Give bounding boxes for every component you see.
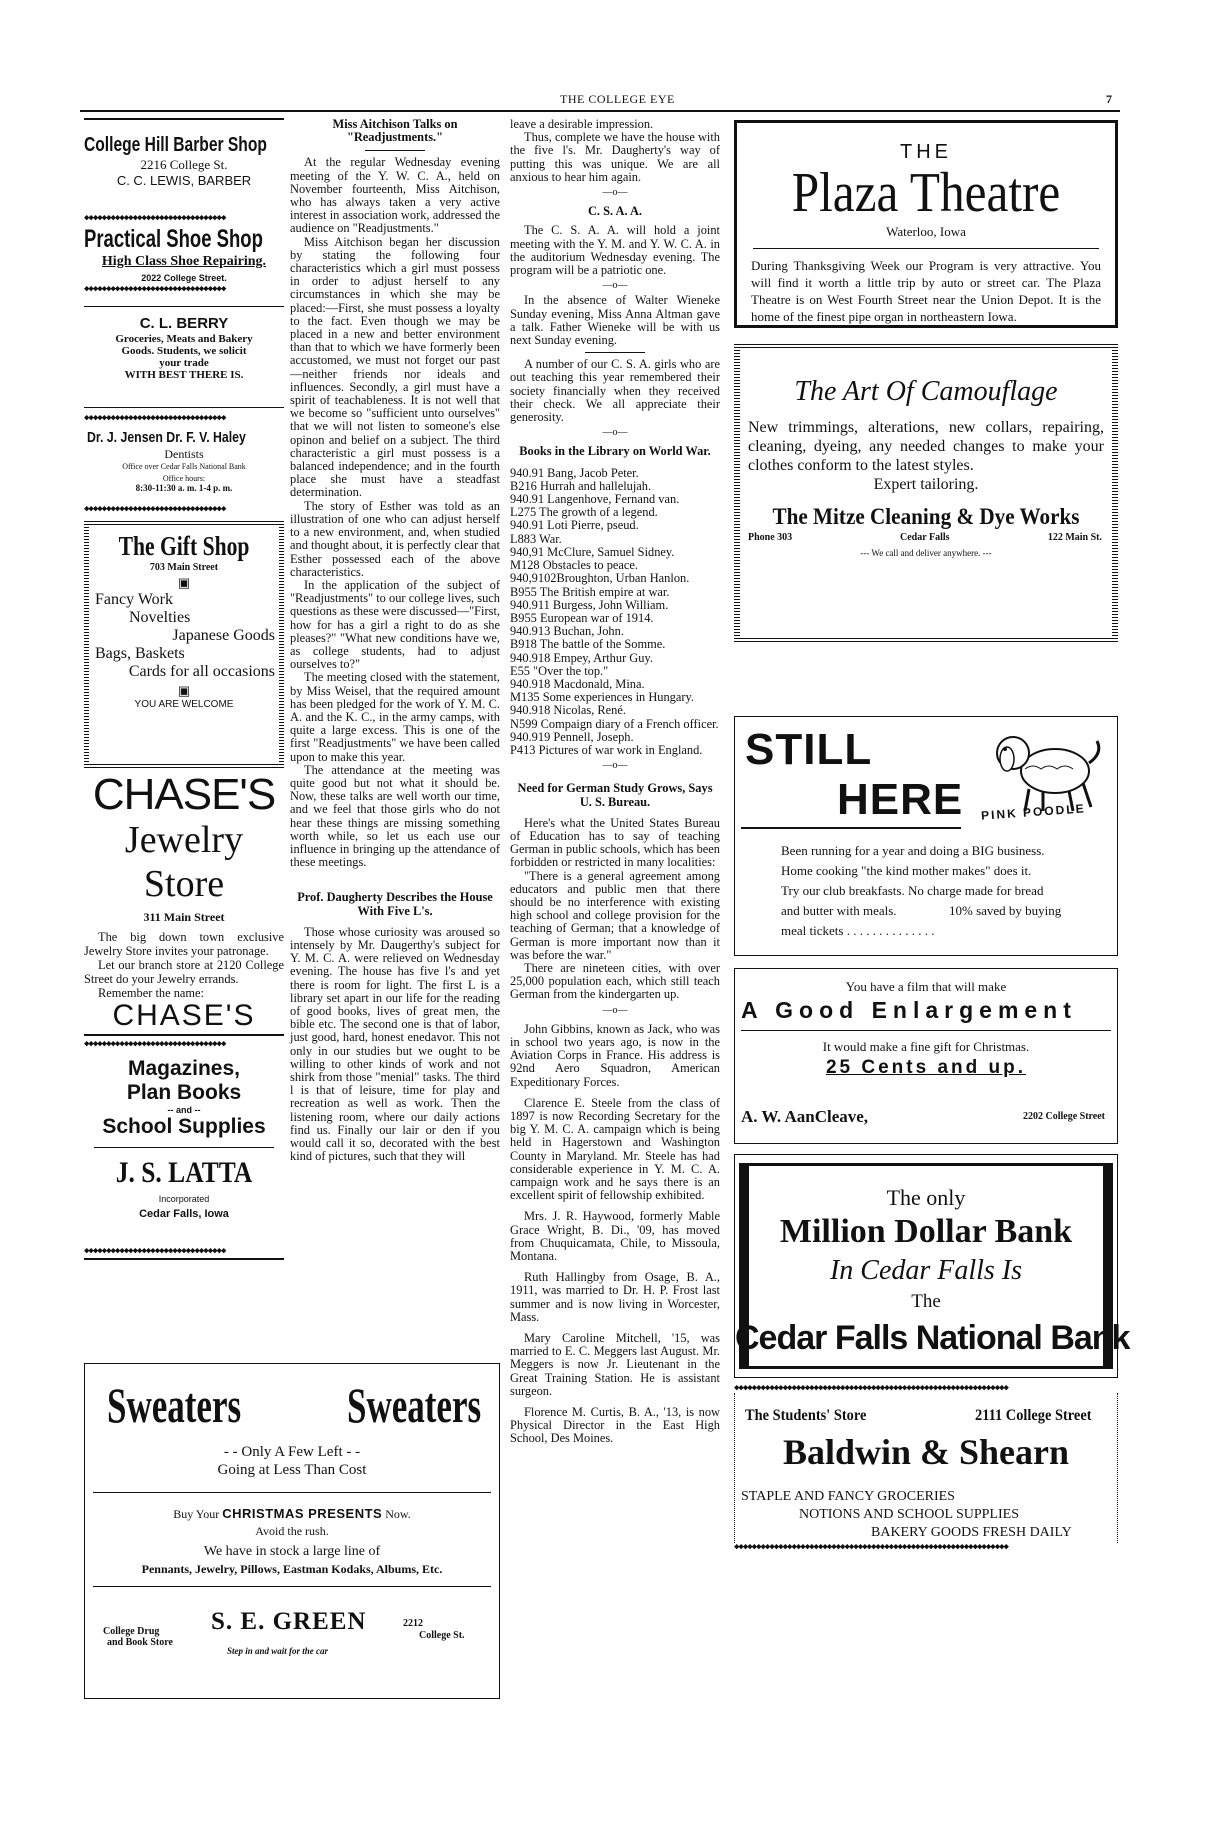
book-entry: E55 "Over the top." (510, 663, 609, 678)
bank-line-5: Cedar Falls National Bank (735, 1319, 1130, 1357)
avoid-rush: Avoid the rush. (255, 1524, 329, 1538)
paragraph: Clarence E. Steele from the class of 1897 is now Recording Secretary for the big Y. M. C. A. campaign which is being held in Hagerstown and Washington County in Maryland. Mr. Steele has had considerable experience in Y. M. C. A. campaign work and he says there is an excellent spirit of fellowship exhibited. (510, 1095, 720, 1203)
drug-store-1: College Drug (103, 1626, 160, 1637)
stock-line: We have in stock a large line of (203, 1544, 381, 1559)
paragraph: At the regular Wednesday evening meeting of the Y. W. C. A., held on November fourteenth, Miss Aitchison, who has always taken a very active interest in association work, addressed the audience on "Readjustments." (290, 155, 500, 236)
book-entry: 940.91 Loti Pierre, pseud. (510, 518, 639, 533)
still-line-1: Been running for a year and doing a BIG business. (781, 843, 1045, 858)
baldwin-line-2: NOTIONS AND SCHOOL SUPPLIES (799, 1507, 1020, 1522)
enlarge-line-1: You have a film that will make (845, 979, 1007, 994)
book-entry: 940.911 Burgess, John William. (510, 597, 669, 612)
poodle-logo-text: PINK POODLE (980, 801, 1087, 823)
gift-item-5: Cards for all occasions (128, 663, 275, 680)
book-entry: 940.91 Langenhove, Fernand van. (510, 492, 680, 507)
paragraph: Those whose curiosity was aroused so intensely by Mr. Daugerthy's subject for Y. M. C. A. were relieved on Wednesday evening. The house has five l's and yet there is room for light. The first L is a library set apart in our life for the reading of good books, lives of great men, the bible etc. The second one is that of labor, just good, hard, honest enedavor. This not only in our studies but we ought to be willing to other kinds of work and not shirk from those "menial" tasks. The third l is that of leisure, time for play and recreation as well as work. Then the listening room, where our daily actions find us. Finally our lair or den if you would call it so, decorated with the best kind of pictures, such that they will (290, 924, 500, 1164)
paragraph: The attendance at the meeting was quite good but not what it should be. Now, these talks are well worth our time, and we feel that those girls who do not hear these things are missing something worth while, so let us each use our influence in bringing up the attendance of these meetings. (290, 762, 500, 870)
shoe-name: Practical Shoe Shop (84, 225, 263, 253)
baldwin-line-3: BAKERY GOODS FRESH DAILY (871, 1525, 1072, 1540)
plaza-the: THE (900, 141, 952, 163)
plaza-city: Waterloo, Iowa (886, 224, 966, 239)
gift-item-2: Novelties (129, 609, 191, 626)
book-entry: M135 Some experiences in Hungary. (510, 690, 694, 705)
book-entry: L883 War. (510, 531, 562, 546)
still-line-3: Try our club breakfasts. No charge made for bread (781, 883, 1044, 898)
still-line-2: Home cooking "the kind mother makes" does it. (781, 863, 1032, 878)
barber-name: College Hill Barber Shop (84, 134, 267, 156)
gift-shop-address: 703 Main Street (149, 562, 219, 573)
gift-icon: ▣ (177, 683, 191, 698)
sweaters-word-1: Sweaters (107, 1377, 242, 1433)
mitze-address: 122 Main St. (1047, 532, 1102, 543)
paragraph: Mary Caroline Mitchell, '15, was married to E. C. Meggers last August. Mr. Meggers is now Jr. Lieutenant in the Great Training Station. He is assistant surgeon. (510, 1331, 720, 1398)
bank-line-3: In Cedar Falls Is (829, 1255, 1023, 1286)
book-entry: 940,91 McClure, Samuel Sidney. (510, 544, 675, 559)
mitze-note: --- We call and deliver anywhere. --- (860, 548, 992, 558)
still-line-5: meal tickets . . . . . . . . . . . . . . (781, 923, 935, 938)
dentists-hours: 8:30-11:30 a. m. 1-4 p. m. (135, 483, 233, 493)
dot-border: ◆◆◆◆◆◆◆◆◆◆◆◆◆◆◆◆◆◆◆◆◆◆◆◆◆◆◆◆◆◆◆◆ (84, 1040, 226, 1049)
left-ads-column (84, 118, 284, 1260)
now-text: Now. (385, 1507, 411, 1521)
paragraph: Ruth Hallingby from Osage, B. A., 1911, was married to Dr. H. P. Frost last summer and is now living in Worcester, Mass. (510, 1270, 720, 1324)
paragraph: A number of our C. S. A. girls who are out teaching this year remembered their society financially when they received their check. We all appreciate their generosity. (510, 357, 720, 425)
enlarge-price: 25 Cents and up. (825, 1057, 1027, 1078)
mitze-city: Cedar Falls (900, 532, 950, 543)
chase-paragraph-3: Remember the name: (98, 986, 204, 1000)
enlarge-headline: A Good Enlargement (741, 997, 1077, 1023)
still-word: STILL (745, 725, 873, 774)
latta-line-3: -- and -- (167, 1105, 201, 1115)
shoe-address: 2022 College Street. (141, 273, 227, 283)
gift-item-1: Fancy Work (95, 591, 173, 608)
book-entry: 940.918 Empey, Arthur Guy. (510, 650, 653, 665)
gift-item-4: Bags, Baskets (95, 645, 185, 662)
paragraph: Mrs. J. R. Haywood, formerly Mable Grace Wright, B. Di., '09, has moved from Chuquicamata, Chile, to Missoula, Montana. (510, 1209, 720, 1264)
camouflage-text: New trimmings, alterations, new collars, repairing, cleaning, dyeing, any needed changes to make your clothes conform to the latest styles. (748, 419, 1104, 474)
bank-line-1: The only (886, 1185, 966, 1210)
dentists-ad (84, 407, 284, 514)
green-addr-st: College St. (419, 1630, 465, 1641)
chase-name: CHASE'S (92, 770, 276, 819)
book-entry: L275 The growth of a legend. (510, 505, 658, 520)
barber-ad (84, 118, 284, 196)
baldwin-line-1: STAPLE AND FANCY GROCERIES (741, 1489, 955, 1504)
dot-border: ◆◆◆◆◆◆◆◆◆◆◆◆◆◆◆◆◆◆◆◆◆◆◆◆◆◆◆◆◆◆◆◆ (84, 1247, 226, 1256)
dot-border: ◆◆◆◆◆◆◆◆◆◆◆◆◆◆◆◆◆◆◆◆◆◆◆◆◆◆◆◆◆◆◆◆◆◆◆◆◆◆◆◆◆◆◆◆◆◆◆◆◆◆◆◆◆◆◆◆◆◆◆◆◆◆ (734, 1384, 1008, 1393)
gift-item-3: Japanese Goods (172, 627, 275, 644)
shoe-ad (84, 223, 284, 285)
book-entry: 940.919 Pennell, Joseph. (510, 729, 634, 744)
book-entry: B955 The British empire at war. (510, 584, 670, 599)
plaza-name: Plaza Theatre (791, 162, 1061, 224)
page-number: 7 (1106, 92, 1112, 106)
book-entry: B918 The battle of the Somme. (510, 637, 666, 652)
paragraph: In the application of the subject of "Readjustments" to our college lives, such questions as these were discussed—"First, how for has a girl a right to do as she pleases?" "What new conditions have we, as college students, had to adjust ourselves to?" (290, 577, 500, 672)
paragraph: "There is a general agreement among educators and public men that there should be no interference with existing high school and college provision for the teaching of German; that a knowledge of German is more important now than it was before the war." (510, 868, 720, 962)
gift-welcome: YOU ARE WELCOME (134, 699, 234, 710)
page-header (80, 92, 1120, 112)
still-here-ad (734, 716, 1118, 956)
berry-line1: Groceries, Meats and Bakery (115, 333, 253, 345)
barber-owner: C. C. LEWIS, BARBER (116, 173, 252, 188)
sweaters-line-2: Going at Less Than Cost (217, 1462, 367, 1478)
latta-line-2: Plan Books (126, 1081, 242, 1104)
bank-line-4: The (911, 1291, 941, 1312)
book-entry: 940.91 Bang, Jacob Peter. (510, 465, 639, 480)
berry-ad (84, 306, 284, 393)
book-entry: 940,9102Broughton, Urban Hanlon. (510, 571, 690, 586)
dot-border: ◆◆◆◆◆◆◆◆◆◆◆◆◆◆◆◆◆◆◆◆◆◆◆◆◆◆◆◆◆◆◆◆ (84, 285, 226, 294)
christmas-presents: CHRISTMAS PRESENTS (222, 1506, 383, 1521)
paragraph: The story of Esther was told as an illustration of one who can adjust herself to a new environment, and, when studied and thought about, it is perfectly clear that Esther possessed each of the above characteristics. (290, 498, 500, 579)
chase-name-2: CHASE'S (112, 999, 256, 1032)
dentists-hours-label: Office hours: (162, 474, 206, 483)
green-name: S. E. GREEN (211, 1608, 367, 1635)
enlarge-address: 2202 College Street (1022, 1111, 1105, 1122)
berry-line4: WITH BEST THERE IS. (124, 369, 244, 381)
headline-daugherty: Prof. Daugherty Describes the House With Five L's. (297, 890, 493, 918)
headline-aitchison: Miss Aitchison Talks on "Readjustments." (332, 117, 458, 145)
latta-ad (84, 1034, 284, 1260)
latta-incorporated: Incorporated (158, 1194, 210, 1204)
dentists-names: Dr. J. Jensen Dr. F. V. Haley (87, 429, 246, 446)
book-entry: 940.913 Buchan, John. (510, 624, 624, 639)
berry-name: C. L. BERRY (139, 315, 229, 332)
buy-text: Buy Your (173, 1507, 220, 1521)
christmas-line (85, 1506, 499, 1522)
baldwin-name: Baldwin & Shearn (782, 1432, 1070, 1472)
chase-subtitle: Jewelry Store (124, 819, 244, 905)
poodle-icon (985, 723, 1109, 815)
book-entry: B955 European war of 1914. (510, 610, 654, 625)
paragraph: Thus, complete we have the house with the five l's. Mr. Daugherty's way of putting this was unique. We are all anxious to hear him again. (510, 130, 720, 184)
paragraph: Florence M. Curtis, B. A., '13, is now Physical Director in the East High School, Des Moines. (510, 1405, 720, 1446)
camouflage-ad (734, 342, 1118, 642)
paragraph: In the absence of Walter Wieneke Sunday evening, Miss Anna Altman gave a talk. Father Wieneke will be with us next Sunday evening. (510, 293, 720, 348)
headline-books: Books in the Library on World War. (519, 444, 711, 459)
enlargement-ad (734, 968, 1118, 1144)
items-line: Pennants, Jewelry, Pillows, Eastman Kodaks, Albums, Etc. (141, 1562, 443, 1576)
chase-paragraph-2: Let our branch store at 2120 College Street do your Jewelry errands. (84, 958, 284, 986)
gift-shop-name: The Gift Shop (118, 531, 250, 561)
dentists-office: Office over Cedar Falls National Bank (122, 462, 246, 471)
dot-border: ◆◆◆◆◆◆◆◆◆◆◆◆◆◆◆◆◆◆◆◆◆◆◆◆◆◆◆◆◆◆◆◆ (84, 505, 226, 514)
here-word: HERE (837, 775, 964, 824)
gift-shop-ad (84, 520, 284, 768)
paragraph: Miss Aitchison began her discussion by stating the following four characteristics which a girl must possess in order to adjust herself to any circumstances in which she may be placed:—First, she must possess a loyalty to the fact. Even though we may be placed in a new and better environment than that to which we have formerly been accustomed, we must not forget our past—neither friends nor ideals and influences. Secondly, a girl must have a spirit of teachableness. It is not well that we become so "sufficient unto ourselves" that we will not listen to someone's else opinon and belief on a subject. The third characteristic a girl must possess is a balanced independence; and in the fourth place she must have a steadfast determination. (290, 234, 500, 500)
green-addr-num: 2212 (403, 1618, 423, 1629)
article-column-3: leave a desirable impression. Thus, complete we have the house with the five l's. Mr. Daugherty's way of putting this was unique. We are all anxious to hear him again. —o— C. S. A. A. The C. S. A. A. will hold a joint meeting with the Y. M. and Y. W. C. A. in the auditorium Wednesday evening. The program will be a patriotic one. —o— In the absence of Walter Wieneke Sunday evening, Miss Anna Altman gave a talk. Father Wieneke will be with us next Sunday evening. A number of our C. S. A. girls who are out teaching this year remembered their society financially when they received their check. We all appreciate their generosity. —o— Books in the Library on World War. 940.91 Bang, Jacob Peter. B216 Hurrah and hallelujah. 940.91 Langenhove, Fernand van. L275 The growth of a legend. 940.91 Loti Pierre, pseud. L883 War. 940,91 McClure, Samuel Sidney. M128 Obstacles to peace. 940,9102Broughton, Urban Hanlon. B955 The British empire at war. 940.911 Burgess, John William. B955 European war of 1914. 940.913 Buchan, John. B918 The battle of the Somme. 940.918 Empey, Arthur Guy. E55 "Over the top." 940.918 Macdonald, Mina. M135 Some experiences in Hungary. 940.918 Nicolas, René. N599 Compaign diary of a French officer. 940.919 Pennell, Joseph. P413 Pictures of war work in England. —o— Need for German Study Grows, Says U. S. Bureau. Here's what the United States Bureau of Education has to say of teaching German in public schools, which has been forbidden or restricted in many localities: "There is a general agreement among educators and public men that there should be no interference with existing high school and college provision for the teaching of German; that a knowledge of German is more important now than it was before the war." There are nineteen cities, with over 25,000 population each, which still teach German from the kindergarten up. —o— John Gibbins, known as Jack, who was in school two years ago, is now in the Aviation Corps in France. His address is 92nd Aero Squadron, American Expeditionary Forces. Clarence E. Steele from the class of 1897 is now Recording Secretary for the big Y. M. C. A. campaign which is being held in Hagerstown and Washington County in Maryland. Mr. Steele has had considerable experience in Y. M. C. A. campaign work and he says there is an excellent spirit of fellowship exhibited. Mrs. J. R. Haywood, formerly Mable Grace Wright, B. Di., '09, has moved from Chuquicamata, Chile, to Missoula, Montana. Ruth Hallingby from Osage, B. A., 1911, was married to Dr. H. P. Frost last summer and is now living in Worcester, Mass. Mary Caroline Mitchell, '15, was married to E. C. Meggers last August. Mr. Meggers is now Jr. Lieutenant in the Great Training Station. He is assistant surgeon. Florence M. Curtis, B. A., '13, is now Physical Director in the East High School, Des Moines. (510, 117, 720, 1446)
plaza-text: During Thanksgiving Week our Program is very attractive. You will find it worth a little trip by auto or street car. The Plaza Theatre is on West Fourth Street near the Union Depot. It is the home of the finest pipe organ in northeastern Iowa. (751, 258, 1101, 324)
paragraph: The C. S. A. A. will hold a joint meeting with the Y. M. and Y. W. C. A. in the auditorium Wednesday evening. The program will be a patriotic one. (510, 223, 720, 278)
latta-city: Cedar Falls, Iowa (139, 1208, 229, 1220)
sweaters-line-1: - - Only A Few Left - - (223, 1444, 361, 1460)
plaza-theatre-ad (734, 120, 1118, 328)
book-entry: N599 Compaign diary of a French officer. (510, 716, 719, 731)
baldwin-left: The Students' Store (745, 1407, 867, 1424)
dot-border: ◆◆◆◆◆◆◆◆◆◆◆◆◆◆◆◆◆◆◆◆◆◆◆◆◆◆◆◆◆◆◆◆ (84, 414, 226, 423)
sweaters-ad (84, 1363, 500, 1699)
enlarge-name: A. W. AanCleave, (741, 1107, 869, 1126)
shoe-tagline: High Class Shoe Repairing. (101, 254, 267, 269)
dentists-title: Dentists (164, 447, 204, 461)
baldwin-right: 2111 College Street (975, 1407, 1092, 1424)
berry-line2: Goods. Students, we solicit (121, 345, 247, 357)
headline-german: Need for German Study Grows, Says U. S. Bureau. (517, 781, 713, 809)
paragraph: John Gibbins, known as Jack, who was in school two years ago, is now in the Aviation Corps in France. His address is 92nd Aero Squadron, American Expeditionary Forces. (510, 1021, 720, 1089)
paragraph: Here's what the United States Bureau of Education has to say of teaching German in public schools, which has been forbidden or restricted in many localities: (510, 815, 720, 870)
gift-icon: ▣ (177, 575, 191, 590)
chase-ad (84, 770, 284, 1032)
dot-border: ◆◆◆◆◆◆◆◆◆◆◆◆◆◆◆◆◆◆◆◆◆◆◆◆◆◆◆◆◆◆◆◆◆◆◆◆◆◆◆◆◆◆◆◆◆◆◆◆◆◆◆◆◆◆◆◆◆◆◆◆◆◆ (734, 1543, 1008, 1552)
paragraph: leave a desirable impression. (510, 117, 654, 131)
latta-line-4: School Supplies (102, 1115, 266, 1138)
mitze-name: The Mitze Cleaning & Dye Works (772, 504, 1080, 529)
book-entry: 940.918 Macdonald, Mina. (510, 676, 645, 691)
article-column-2 (290, 118, 500, 1163)
book-entry: 940.918 Nicolas, René. (510, 703, 626, 718)
still-line-4a: and butter with meals. (781, 903, 897, 918)
chase-paragraph-1: The big down town exclusive Jewelry Store invites your patronage. (84, 930, 284, 958)
enlarge-line-3: It would make a fine gift for Christmas. (822, 1039, 1030, 1054)
paragraph: The meeting closed with the statement, by Miss Weisel, that the required amount has been pledged for the work of Y. M. C. A. and the K. C., in the army camps, with quite a large excess. This is one of the first "Readjustments" we have been called upon to make this year. (290, 670, 500, 764)
mitze-phone: Phone 303 (748, 532, 793, 543)
book-entry: B216 Hurrah and hallelujah. (510, 478, 652, 493)
bank-line-2: Million Dollar Bank (779, 1213, 1073, 1250)
drug-store-2: and Book Store (107, 1637, 173, 1648)
barber-address: 2216 College St. (140, 157, 228, 172)
camouflage-title: The Art Of Camouflage (794, 376, 1058, 407)
camouflage-tail: Expert tailoring. (873, 476, 979, 493)
newspaper-title: THE COLLEGE EYE (560, 92, 675, 106)
sweaters-word-2: Sweaters (347, 1377, 482, 1433)
headline-csaa: C. S. A. A. (587, 204, 643, 219)
book-entry: M128 Obstacles to peace. (510, 558, 638, 573)
books-list (510, 467, 720, 757)
dot-border: ◆◆◆◆◆◆◆◆◆◆◆◆◆◆◆◆◆◆◆◆◆◆◆◆◆◆◆◆◆◆◆◆ (84, 214, 226, 223)
paragraph: There are nineteen cities, with over 25,000 population each, which still teach German from the kindergarten up. (510, 960, 720, 1002)
bank-ad (734, 1154, 1130, 1378)
still-line-4b: 10% saved by buying (949, 903, 1062, 918)
chase-address: 311 Main Street (143, 910, 225, 924)
green-tagline: Step in and wait for the car (227, 1646, 329, 1656)
berry-line3: your trade (159, 357, 209, 369)
latta-line-1: Magazines, (127, 1057, 241, 1080)
latta-name: J. S. LATTA (115, 1156, 253, 1189)
book-entry: P413 Pictures of war work in England. (510, 742, 703, 757)
baldwin-shearn-ad (734, 1384, 1118, 1552)
